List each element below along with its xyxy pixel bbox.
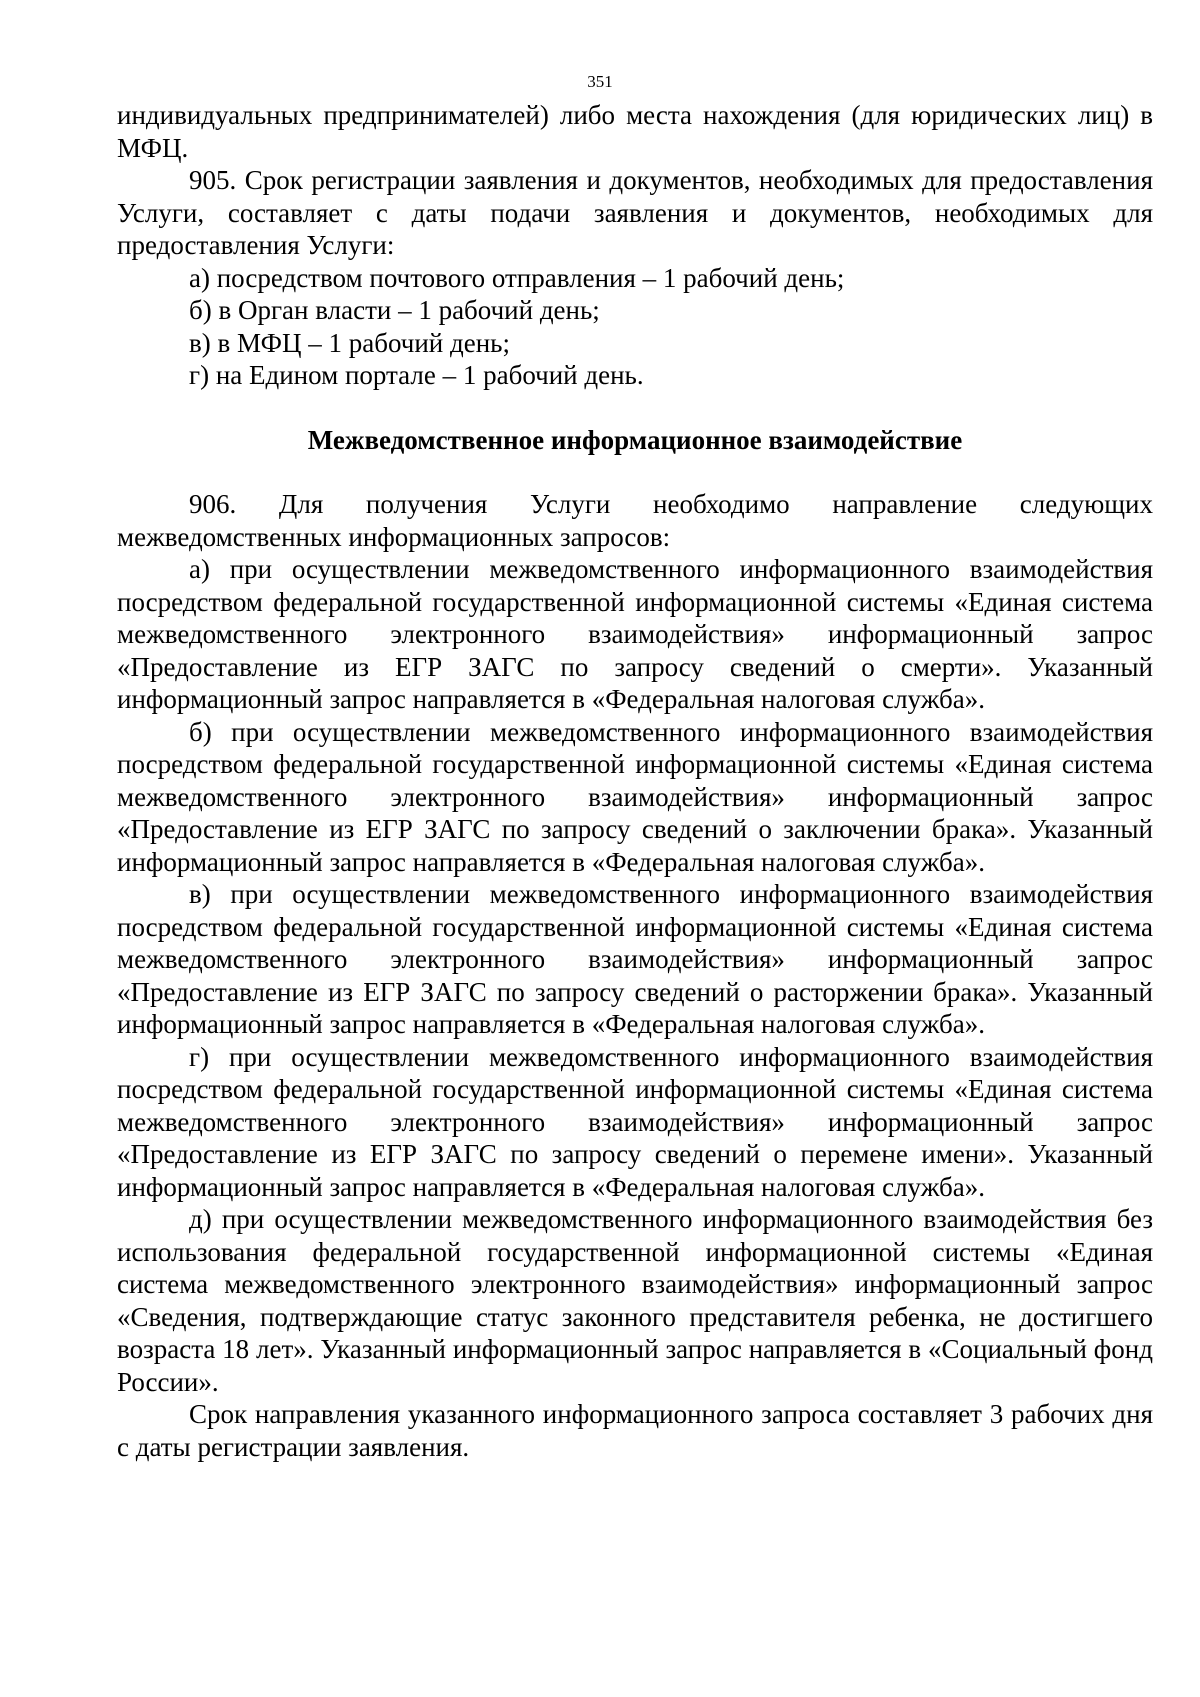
document-body [117,99,1153,1463]
request-item-a: а) при осуществлении межведомственного информационного взаимодействия посредством федеральной государственной информационной системы «Единая система межведомственного электронного взаимодействия» информационный запрос «Предоставление из ЕГР ЗАГС по запросу сведений о смерти». Указанный информационный запрос направляется в «Федеральная налоговая служба». [117,554,1153,714]
request-item-d: д) при осуществлении межведомственного информационного взаимодействия без использования федеральной государственной информационной системы «Единая система межведомственного электронного взаимодействия» информационный запрос «Сведения, подтверждающие статус законного представителя ребенка, не достигшего возраста 18 лет». Указанный информационный запрос направляется в «Социальный фонд России». [117,1204,1153,1397]
request-item-v: в) при осуществлении межведомственного информационного взаимодействия посредством федеральной государственной информационной системы «Единая система межведомственного электронного взаимодействия» информационный запрос «Предоставление из ЕГР ЗАГС по запросу сведений о расторжении брака». Указанный информационный запрос направляется в «Федеральная налоговая служба». [117,879,1153,1039]
list-item-v: в) в МФЦ – 1 рабочий день; [189,327,510,358]
paragraph-905: 905. Срок регистрации заявления и документов, необходимых для предоставления Услуги, составляет с даты подачи заявления и документов, необходимых для предоставления Услуги: [117,165,1153,260]
request-deadline-paragraph: Срок направления указанного информационного запроса составляет 3 рабочих дня с даты регистрации заявления. [117,1399,1153,1462]
paragraph-906: 906. Для получения Услуги необходимо направление следующих межведомственных информационных запросов: [117,489,1153,552]
request-item-b: б) при осуществлении межведомственного информационного взаимодействия посредством федеральной государственной информационной системы «Единая система межведомственного электронного взаимодействия» информационный запрос «Предоставление из ЕГР ЗАГС по запросу сведений о заключении брака». Указанный информационный запрос направляется в «Федеральная налоговая служба». [117,716,1153,877]
list-item-b: б) в Орган власти – 1 рабочий день; [189,295,600,325]
paragraph-continuation: индивидуальных предпринимателей) либо места нахождения (для юридических лиц) в МФЦ. [117,100,1153,163]
list-item-g: г) на Едином портале – 1 рабочий день. [189,360,644,390]
section-heading: Межведомственное информационное взаимодействие [307,424,963,455]
request-item-g: г) при осуществлении межведомственного информационного взаимодействия посредством федеральной государственной информационной системы «Единая система межведомственного электронного взаимодействия» информационный запрос «Предоставление из ЕГР ЗАГС по запросу сведений о перемене имени». Указанный информационный запрос направляется в «Федеральная налоговая служба». [117,1041,1153,1202]
list-item-a: а) посредством почтового отправления – 1 рабочий день; [189,262,845,293]
page-number: 351 [587,72,613,91]
